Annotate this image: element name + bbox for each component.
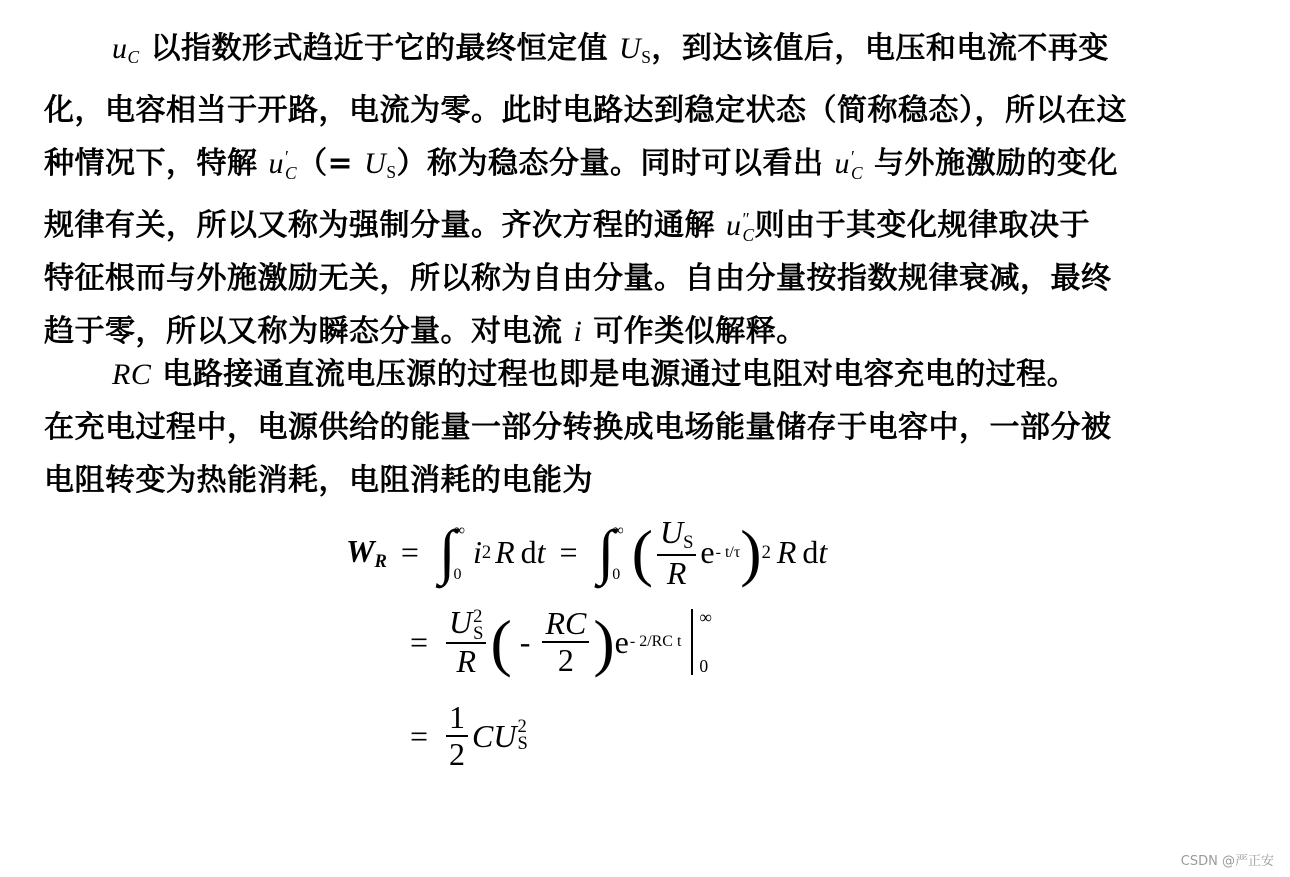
integral-sign: ∫ ∞ 0 (438, 518, 465, 586)
symbol-rc: RC (112, 358, 152, 391)
text-line: RC 电路接通直流电压源的过程也即是电源通过电阻对电容充电的过程。 (112, 357, 1078, 392)
equation-line-1: WR = ∫ ∞ 0 i 2 R d t = ∫ ∞ 0 ( $\frac{U_S}{R}$ e - t/τ ) 2 R d t (346, 514, 828, 591)
symbol-uc-prime: u ′ C (268, 146, 298, 183)
text-line: 在充电过程中，电源供给的能量一部分转换成电场能量储存于电容中，一部分被 (44, 410, 1112, 445)
symbol-us: $U_S$ (364, 146, 397, 182)
symbol-us: $U_S$ (619, 32, 652, 67)
watermark: CSDN @严正安 (1180, 854, 1274, 869)
symbol-w: WR (346, 532, 387, 572)
evaluation-limits: ∞ 0 (699, 607, 712, 677)
text-line: 电阻转变为热能消耗，电阻消耗的电能为 (44, 463, 593, 498)
text-line: 化，电容相当于开路，电流为零。此时电路达到稳定状态（简称稳态），所以在这 (44, 92, 1127, 128)
equation-line-3: = $\frac{1}{2}$ CU 2 S (410, 699, 528, 773)
text-line: 特征根而与外施激励无关，所以称为自由分量。自由分量按指数规律衰减，最终 (44, 260, 1112, 296)
fraction-us-over-r: $\frac{U_S}{R}$ (657, 515, 696, 591)
text-line: 趋于零，所以又称为瞬态分量。对电流 i 可作类似解释。 (44, 313, 807, 349)
symbol-uc-prime: u ′ C (834, 146, 864, 183)
text-line: uC 以指数形式趋近于它的最终恒定值 $U_S$，到达该值后，电压和电流不再变 (112, 31, 1109, 67)
fraction-one-half: $\frac{1}{2}$ (446, 700, 468, 772)
paragraph-rc-charging (44, 348, 1184, 507)
symbol-uc: uC (112, 32, 140, 67)
symbol-i: i (573, 314, 583, 348)
text-line: 规律有关，所以又称为强制分量。齐次方程的通解 u ″ C 则由于其变化规律取决于 (44, 207, 1091, 245)
equation-line-2: = U 2 S R ( - $\frac{RC}{2}$ ) e - 2/RC t ∞ 0 (410, 604, 712, 680)
paragraph-steady-transient (44, 22, 1184, 358)
integral-sign: ∫ ∞ 0 (597, 518, 624, 586)
symbol-uc-dprime: u ″ C (725, 208, 755, 245)
fraction-rc-over-2: $\frac{RC}{2}$ (542, 606, 589, 678)
fraction-us2-over-r: U 2 S R (446, 605, 486, 680)
evaluation-bar (691, 609, 693, 675)
text-line: 种情况下，特解 u ′ C （= $U_S$）称为稳态分量。同时可以看出 u ′ C 与外施激励的变化 (44, 145, 1119, 183)
